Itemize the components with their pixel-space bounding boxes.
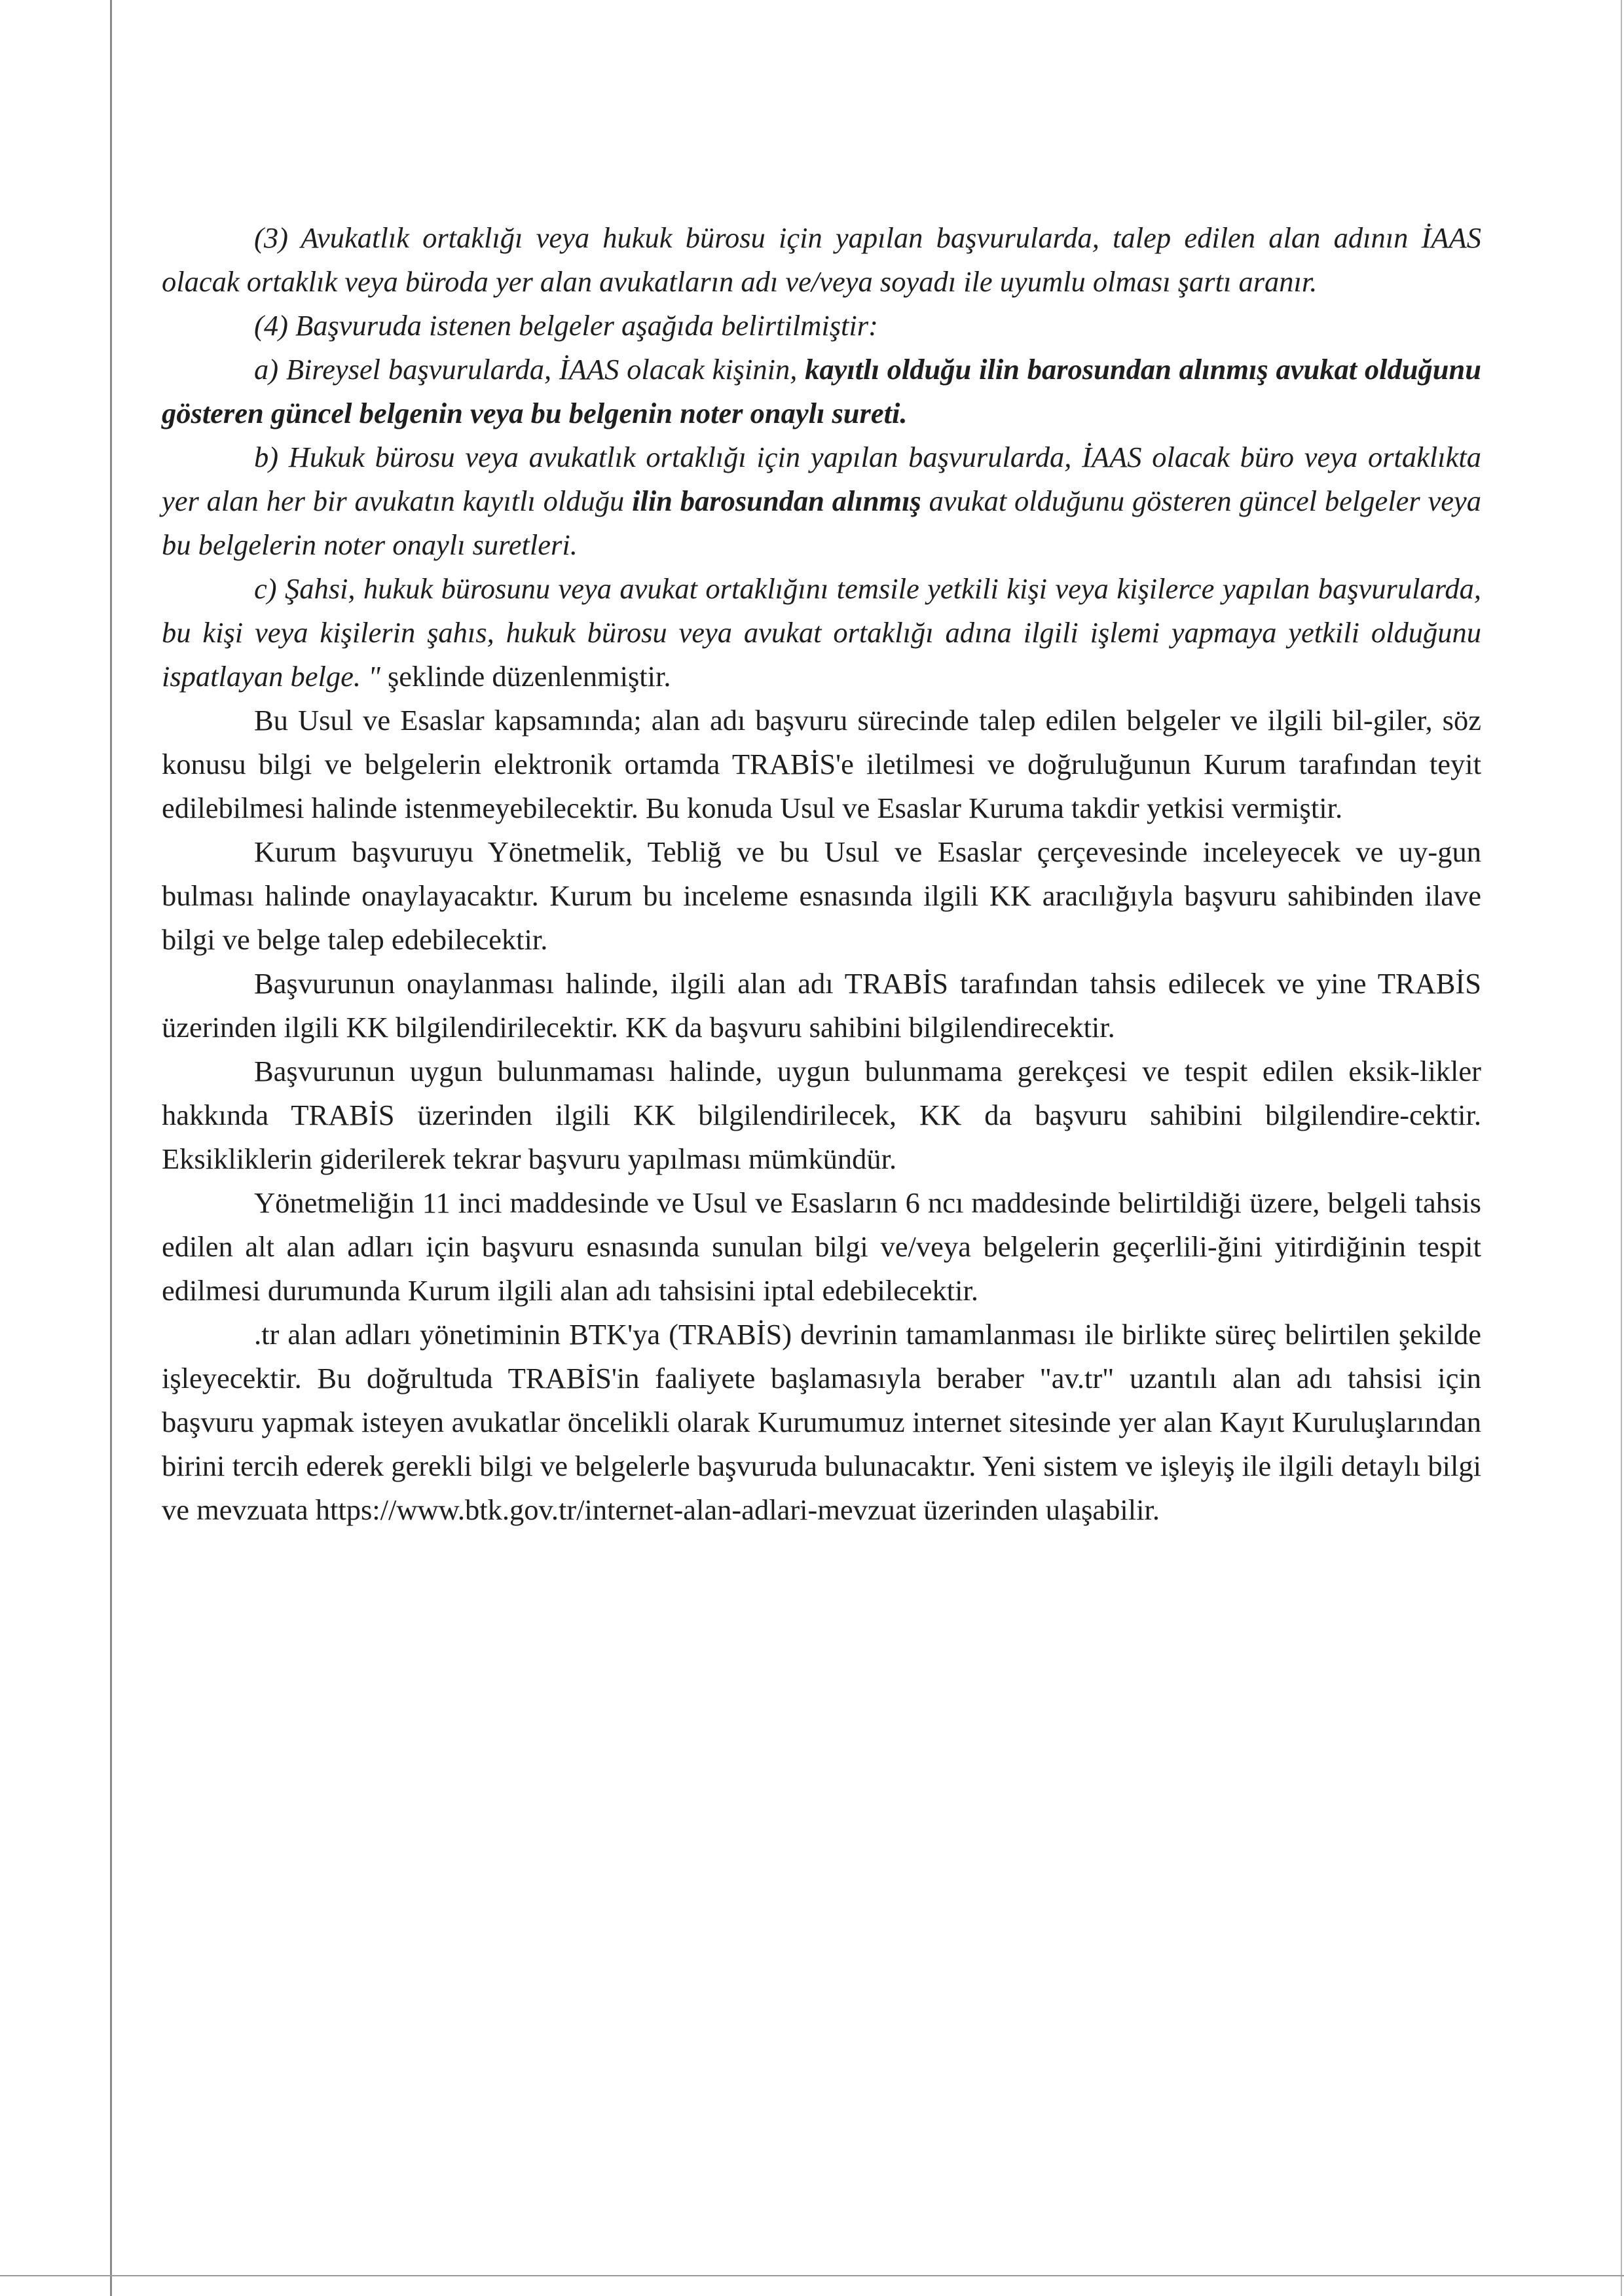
item-c-closing: şeklinde düzenlenmiştir. [387,660,671,693]
paragraph-onay-text: Başvurunun onaylanması halinde, ilgili alan adı TRABİS tarafından tahsis edilecek ve yine TRABİS üzerinden ilgili KK bilgilendirilecektir. KK da başvuru sahibini bilgilendirecektir. [162,967,1481,1044]
paragraph-trabis [162,1313,1481,1532]
paragraph-4-text: (4) Başvuruda istenen belgeler aşağıda belirtilmiştir: [254,309,878,342]
paragraph-4 [162,304,1481,348]
document-body [162,216,1481,1532]
item-a [162,348,1481,435]
scan-line-bottom [0,2275,1624,2276]
paragraph-iptal [162,1181,1481,1313]
item-b-text-1: b) Hukuk bürosu veya avukatlık ortaklığı için yapılan başvurularda, İAAS olacak büro veya ortaklıkta yer alan her bir avukatın kayıtlı olduğu [162,441,1481,517]
paragraph-kurum-inceleme-text: Kurum başvuruyu Yönetmelik, Tebliğ ve bu Usul ve Esaslar çerçevesinde inceleyecek ve uy-gun bulması halinde onaylayacaktır. Kurum bu inceleme esnasında ilgili KK aracılığıyla başvuru sahibinden ilave bilgi ve belge talep edebilecektir. [162,835,1481,956]
item-b [162,435,1481,567]
paragraph-kurum-inceleme [162,830,1481,962]
paragraph-usul-esaslar [162,699,1481,830]
paragraph-ret-text: Başvurunun uygun bulunmaması halinde, uygun bulunmama gerekçesi ve tespit edilen eksik-likler hakkında TRABİS üzerinden ilgili KK bilgilendirilecek, KK da başvuru sahibini bilgilendire-cektir. Eksikliklerin giderilerek tekrar başvuru yapılması mümkündür. [162,1055,1481,1175]
paragraph-3 [162,216,1481,304]
item-b-text-2: avukat olduğunu gösteren güncel belgeler veya bu belgelerin noter onaylı suretleri. [162,484,1482,561]
scan-edge-left [110,0,112,2296]
item-c-text: c) Şahsi, hukuk bürosunu veya avukat ortaklığını temsile yetkili kişi veya kişilerce yapılan başvurularda, bu kişi veya kişilerin şahıs, hukuk bürosu veya avukat ortaklığı adına ilgili işlemi yapmaya yetkili olduğunu ispatlayan belge. " [162,572,1481,693]
paragraph-onay [162,962,1481,1049]
item-a-bold-text: kayıtlı olduğu ilin barosundan alınmış avukat olduğunu gösteren güncel belgenin veya bu belgenin noter onaylı sureti. [162,353,1482,429]
item-c [162,567,1481,699]
item-b-bold-text: ilin barosundan alınmış [632,484,921,517]
paragraph-iptal-text: Yönetmeliğin 11 inci maddesinde ve Usul ve Esasların 6 ncı maddesinde belirtildiği üzere, belgeli tahsis edilen alt alan adları için başvuru esnasında sunulan bilgi ve/veya belgelerin geçerlili-ğini yitirdiğinin tespit edilmesi durumunda Kurum ilgili alan adı tahsisini iptal edebilecektir. [162,1186,1481,1307]
paragraph-ret [162,1049,1481,1181]
scan-edge-right [1621,0,1622,2296]
paragraph-3-text: (3) Avukatlık ortaklığı veya hukuk bürosu için yapılan başvurularda, talep edilen alan adının İAAS olacak ortaklık veya büroda yer alan avukatların adı ve/veya soyadı ile uyumlu olması şartı aranır. [162,221,1481,298]
paragraph-usul-esaslar-text: Bu Usul ve Esaslar kapsamında; alan adı başvuru sürecinde talep edilen belgeler ve ilgili bil-giler, söz konusu bilgi ve belgelerin elektronik ortamda TRABİS'e iletilmesi ve doğruluğunun Kurum tarafından teyit edilebilmesi halinde istenmeyebilecektir. Bu konuda Usul ve Esaslar Kuruma takdir yetkisi vermiştir. [162,704,1481,824]
item-a-text: a) Bireysel başvurularda, İAAS olacak kişinin, [254,353,798,386]
paragraph-trabis-text: .tr alan adları yönetiminin BTK'ya (TRABİS) devrinin tamamlanması ile birlikte süreç belirtilen şekilde işleyecektir. Bu doğrultuda TRABİS'in faaliyete başlamasıyla beraber "av.tr" uzantılı alan adı tahsisi için başvuru yapmak isteyen avukatlar öncelikli olarak Kurumumuz internet sitesinde yer alan Kayıt Kuruluşlarından birini tercih ederek gerekli bilgi ve belgelerle başvuruda bulunacaktır. Yeni sistem ve işleyiş ile ilgili detaylı bilgi ve mevzuata https://www.btk.gov.tr/internet-alan-adlari-mevzuat üzerinden ulaşabilir. [162,1318,1481,1526]
